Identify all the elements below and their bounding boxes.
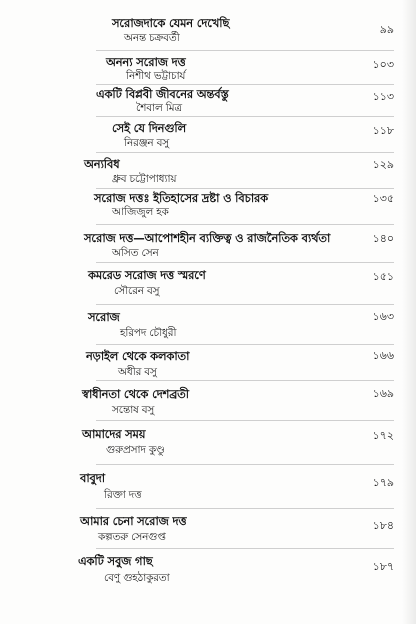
toc-entry [0,116,416,156]
toc-entry [0,420,416,460]
toc-entry [0,464,416,504]
toc-entry-author: শৈবাল মিত্র [136,102,182,114]
toc-entry [0,12,416,52]
toc-entry-title: সরোজ [88,310,120,324]
toc-entry-page: ১৮৪ [372,519,394,532]
toc-entry-author: রিক্তা দত্ত [104,489,142,501]
toc-entry-page: ১৬৯ [372,387,394,400]
toc-entry-title: নড়াইল থেকে কলকাতা [86,349,190,363]
toc-entry-author: অধীর বসু [118,366,157,378]
toc-entry-author: নিরঞ্জন বসু [124,137,170,149]
toc-entry-title: সরোজ দত্ত—আপোশহীন ব্যক্তিত্ব ও রাজনৈতিক ব্যর্থতা [84,231,331,245]
toc-entry-author: সন্তোষ বসু [112,404,155,416]
toc-entry [0,224,416,264]
toc-entry-author: ধ্রুব চট্টোপাধ্যায় [112,173,177,185]
toc-entry-title: সরোজ দত্তঃ ইতিহাসের দ্রষ্টা ও বিচারক [94,191,268,205]
toc-entry-author: বেণু গুহঠাকুরতা [104,572,170,584]
toc-entry-page: ১৪০ [372,232,394,245]
toc-entry-author: অনন্ত চক্রবর্তী [124,32,180,44]
toc-entry-page: ১৮৭ [372,560,394,573]
toc-entry-page: ১৭২ [372,429,394,442]
toc-entry-page: ৯৯ [379,23,394,36]
toc-entry-author: অসিত সেন [112,247,159,259]
toc-entry-title: আমার চেনা সরোজ দত্ত [80,514,187,528]
toc-entry-author: সৌরেন বসু [114,285,160,297]
toc-entry-page: ১৬৬ [372,349,394,362]
toc-entry-title: সরোজদাকে যেমন দেখেছি [112,16,230,30]
toc-entry-author: গুরুপ্রসাদ কুণ্ডু [106,444,165,456]
toc-entry-title: একটি বিপ্লবী জীবনের অন্তর্বস্তু [96,87,229,101]
toc-entry-title: কমরেড সরোজ দত্ত স্মরণে [88,268,206,282]
toc-entry-title: স্বাধীনতা থেকে দেশব্রতী [82,387,189,401]
toc-entry [0,262,416,302]
toc-entry-author: আজিজুল হক [112,206,169,218]
toc-entry [0,508,416,548]
toc-entry-author: কল্পতরু সেনগুপ্ত [98,531,166,543]
toc-entry [0,548,416,588]
toc-entry [0,304,416,344]
toc-entry-page: ১৩৫ [372,192,394,205]
toc-entry [0,188,416,228]
toc-entry-title: অন্যবিধ [84,157,120,171]
toc-entry-title: আমাদের সময় [82,427,146,441]
toc-entry [0,344,416,384]
toc-entry-title: একটি সবুজ গাছ [78,554,153,568]
toc-entry-page: ১২৯ [372,158,394,171]
toc-entry-author: হরিপদ চৌধুরী [120,327,177,339]
toc-entry-page: ১০৩ [372,58,394,71]
toc-entry [0,380,416,420]
toc-entry-page: ১১৩ [372,90,394,103]
toc-entry-page: ১৬৩ [372,310,394,323]
toc-entry-page: ১৭৯ [372,476,394,489]
toc-entry-page: ১৫১ [372,270,394,283]
toc-entry-page: ১১৮ [372,124,394,137]
toc-entry [0,152,416,192]
toc-entry-title: সেই যে দিনগুলি [112,121,186,135]
toc-entry-author: নিশীথ ভট্টাচার্য [126,70,186,82]
toc-entry-title: অনন্য সরোজ দত্ত [106,55,186,69]
toc-entry-title: বাবুদা [80,471,105,485]
